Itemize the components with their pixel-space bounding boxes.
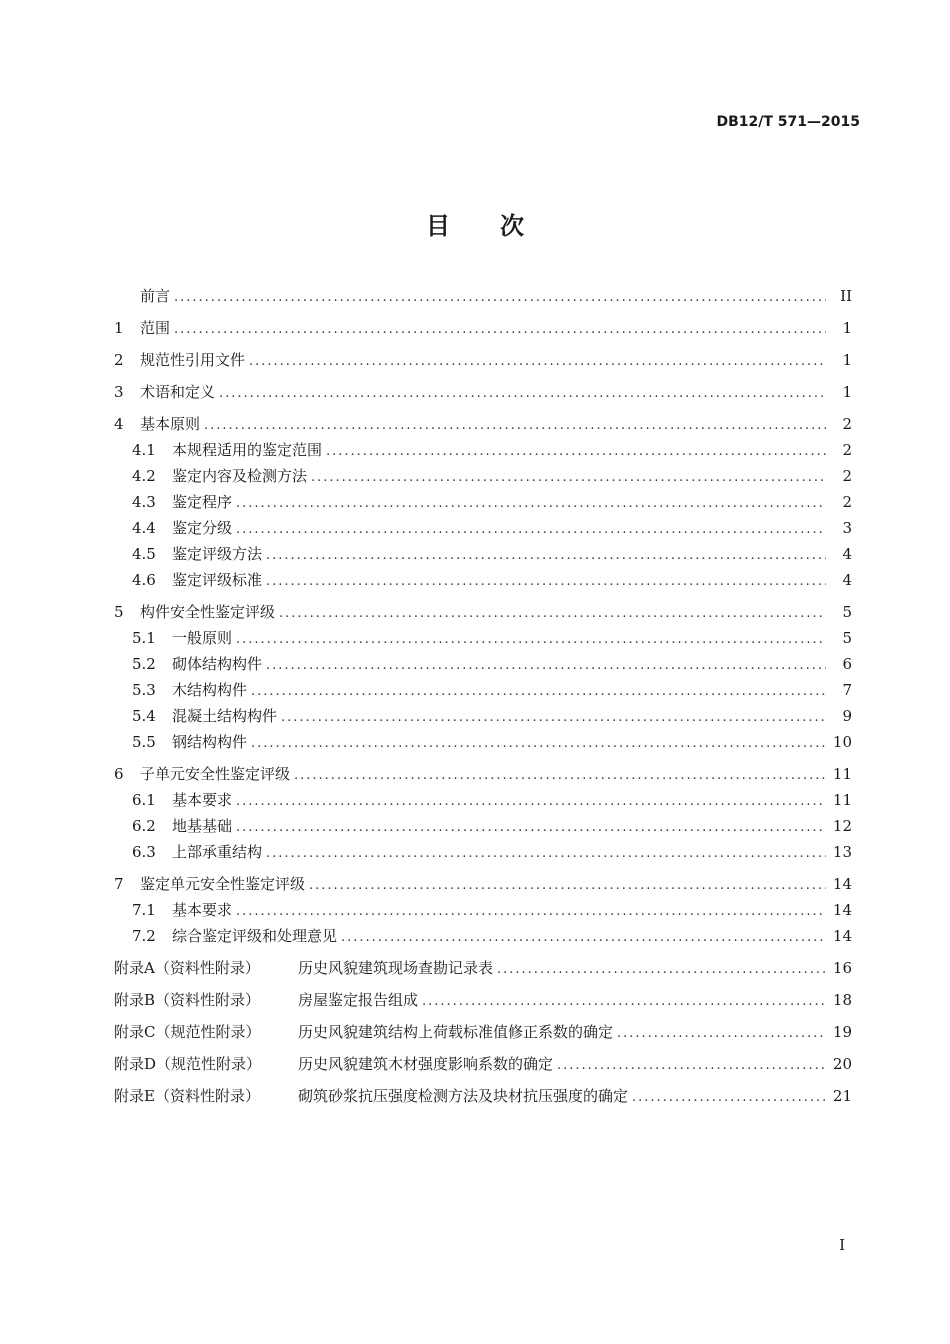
toc-entry-label: 基本要求 [172,791,233,809]
toc-entry-number: 4.3 [132,493,156,511]
toc-entry-page: II [840,287,852,305]
toc-entry-number: 7.2 [132,927,156,945]
toc-entry-number: 附录D（规范性附录） [114,1055,262,1073]
toc-entry[interactable] [114,284,852,310]
toc-entry-label: 鉴定评级标准 [172,571,263,589]
page-number: I [839,1236,845,1254]
toc-entry-label: 一般原则 [172,629,233,647]
toc-entry[interactable] [114,516,852,542]
document-code: DB12/T 571—2015 [716,114,860,130]
toc-entry-label: 鉴定单元安全性鉴定评级 [140,875,306,893]
toc-entry-label: 历史风貌建筑木材强度影响系数的确定 [298,1055,554,1073]
toc-entry-label: 基本要求 [172,901,233,919]
toc-leader-dots [236,899,826,924]
toc-leader-dots [251,731,826,756]
toc-entry-label: 房屋鉴定报告组成 [298,991,419,1009]
toc-leader-dots [174,317,826,342]
toc-entry-label: 术语和定义 [140,383,216,401]
toc-leader-dots [497,957,826,982]
toc-leader-dots [266,653,826,678]
toc-entry[interactable] [114,898,852,924]
toc-entry-label: 砌体结构构件 [172,655,263,673]
toc-entry[interactable] [114,1020,852,1046]
toc-entry[interactable] [114,956,852,982]
toc-entry[interactable] [114,814,852,840]
toc-leader-dots [236,491,826,516]
toc-entry-page: 12 [832,817,852,835]
toc-leader-dots [249,349,826,374]
toc-entry-number: 4.1 [132,441,156,459]
toc-entry[interactable] [114,872,852,898]
toc-leader-dots [236,789,826,814]
toc-entry[interactable] [114,464,852,490]
toc-entry[interactable] [114,730,852,756]
toc-entry-label: 鉴定分级 [172,519,233,537]
toc-entry-page: 1 [842,351,852,369]
toc-entry-label: 钢结构构件 [172,733,248,751]
toc-entry-number: 6.3 [132,843,156,861]
toc-entry-page: 1 [842,383,852,401]
toc-entry-number: 附录E（资料性附录） [114,1087,260,1105]
toc-entry[interactable] [114,316,852,342]
toc-entry-number: 附录A（资料性附录） [114,959,260,977]
toc-leader-dots [279,601,826,626]
toc-entry-label: 范围 [140,319,171,337]
toc-entry-number: 附录C（规范性附录） [114,1023,261,1041]
table-of-contents [114,284,852,1110]
toc-leader-dots [309,873,826,898]
toc-entry-label: 地基基础 [172,817,233,835]
toc-entry-page: 20 [832,1055,852,1073]
toc-entry-number: 7.1 [132,901,156,919]
toc-entry-label: 木结构构件 [172,681,248,699]
toc-entry[interactable] [114,840,852,866]
toc-entry-number: 5.4 [132,707,156,725]
toc-entry[interactable] [114,988,852,1014]
toc-entry[interactable] [114,490,852,516]
toc-entry-page: 14 [832,875,852,893]
toc-entry-label: 本规程适用的鉴定范围 [172,441,323,459]
toc-entry[interactable] [114,704,852,730]
toc-entry-page: 14 [832,901,852,919]
toc-entry[interactable] [114,788,852,814]
toc-entry[interactable] [114,762,852,788]
toc-leader-dots [326,439,826,464]
toc-entry-number: 7 [114,875,124,893]
toc-leader-dots [174,285,826,310]
toc-leader-dots [219,381,826,406]
toc-entry-number: 5.3 [132,681,156,699]
toc-entry[interactable] [114,652,852,678]
toc-entry-number: 附录B（资料性附录） [114,991,261,1009]
toc-entry-page: 16 [832,959,852,977]
toc-entry[interactable] [114,568,852,594]
toc-entry-label: 基本原则 [140,415,201,433]
toc-entry-page: 2 [842,441,852,459]
toc-entry-number: 4.4 [132,519,156,537]
toc-entry[interactable] [114,678,852,704]
toc-entry-number: 3 [114,383,124,401]
toc-entry-label: 历史风貌建筑现场查勘记录表 [298,959,494,977]
toc-entry-page: 4 [842,545,852,563]
toc-entry-label: 鉴定内容及检测方法 [172,467,308,485]
toc-entry-page: 11 [832,765,852,783]
toc-leader-dots [266,841,826,866]
toc-entry-label: 上部承重结构 [172,843,263,861]
toc-entry-page: 7 [842,681,852,699]
toc-entry[interactable] [114,600,852,626]
toc-entry[interactable] [114,412,852,438]
toc-leader-dots [266,543,826,568]
toc-entry-page: 14 [832,927,852,945]
toc-entry-number: 4 [114,415,124,433]
toc-entry[interactable] [114,626,852,652]
toc-entry-label: 构件安全性鉴定评级 [140,603,276,621]
toc-entry-number: 5 [114,603,124,621]
toc-entry-page: 21 [832,1087,852,1105]
toc-entry[interactable] [114,924,852,950]
toc-entry-number: 2 [114,351,124,369]
toc-entry-label: 规范性引用文件 [140,351,246,369]
toc-leader-dots [341,925,826,950]
toc-entry-page: 2 [842,467,852,485]
toc-entry-number: 4.5 [132,545,156,563]
toc-entry-page: 2 [842,415,852,433]
toc-entry-page: 11 [832,791,852,809]
toc-entry[interactable] [114,348,852,374]
page-title: 目次 [426,212,574,240]
toc-entry-label: 鉴定程序 [172,493,233,511]
toc-entry[interactable] [114,542,852,568]
toc-entry-label: 综合鉴定评级和处理意见 [172,927,338,945]
toc-entry-page: 2 [842,493,852,511]
toc-leader-dots [311,465,826,490]
toc-leader-dots [204,413,826,438]
toc-entry-page: 5 [842,603,852,621]
toc-entry[interactable] [114,1052,852,1078]
toc-entry-number: 5.1 [132,629,156,647]
toc-entry-page: 3 [842,519,852,537]
toc-leader-dots [236,815,826,840]
toc-leader-dots [422,989,826,1014]
toc-entry-page: 13 [832,843,852,861]
toc-entry-number: 4.2 [132,467,156,485]
toc-entry-page: 9 [842,707,852,725]
toc-entry-page: 1 [842,319,852,337]
toc-leader-dots [236,517,826,542]
toc-entry-page: 18 [832,991,852,1009]
toc-entry[interactable] [114,1084,852,1110]
toc-entry-label: 鉴定评级方法 [172,545,263,563]
toc-leader-dots [266,569,826,594]
toc-entry-number: 4.6 [132,571,156,589]
toc-leader-dots [281,705,826,730]
toc-leader-dots [251,679,826,704]
toc-entry-page: 6 [842,655,852,673]
toc-entry-page: 10 [832,733,852,751]
toc-entry[interactable] [114,438,852,464]
toc-entry[interactable] [114,380,852,406]
toc-entry-number: 5.2 [132,655,156,673]
toc-leader-dots [632,1085,826,1110]
toc-entry-label: 混凝土结构构件 [172,707,278,725]
toc-entry-number: 6.1 [132,791,156,809]
toc-leader-dots [236,627,826,652]
toc-entry-label: 砌筑砂浆抗压强度检测方法及块材抗压强度的确定 [298,1087,629,1105]
toc-entry-page: 4 [842,571,852,589]
toc-leader-dots [557,1053,826,1078]
toc-entry-number: 6 [114,765,124,783]
toc-entry-label: 历史风貌建筑结构上荷载标准值修正系数的确定 [298,1023,614,1041]
toc-entry-number: 1 [114,319,124,337]
toc-entry-number: 5.5 [132,733,156,751]
toc-entry-number: 6.2 [132,817,156,835]
toc-entry-page: 5 [842,629,852,647]
toc-entry-label: 子单元安全性鉴定评级 [140,765,291,783]
toc-leader-dots [617,1021,826,1046]
toc-entry-label: 前言 [140,287,171,305]
toc-entry-page: 19 [832,1023,852,1041]
toc-leader-dots [294,763,826,788]
